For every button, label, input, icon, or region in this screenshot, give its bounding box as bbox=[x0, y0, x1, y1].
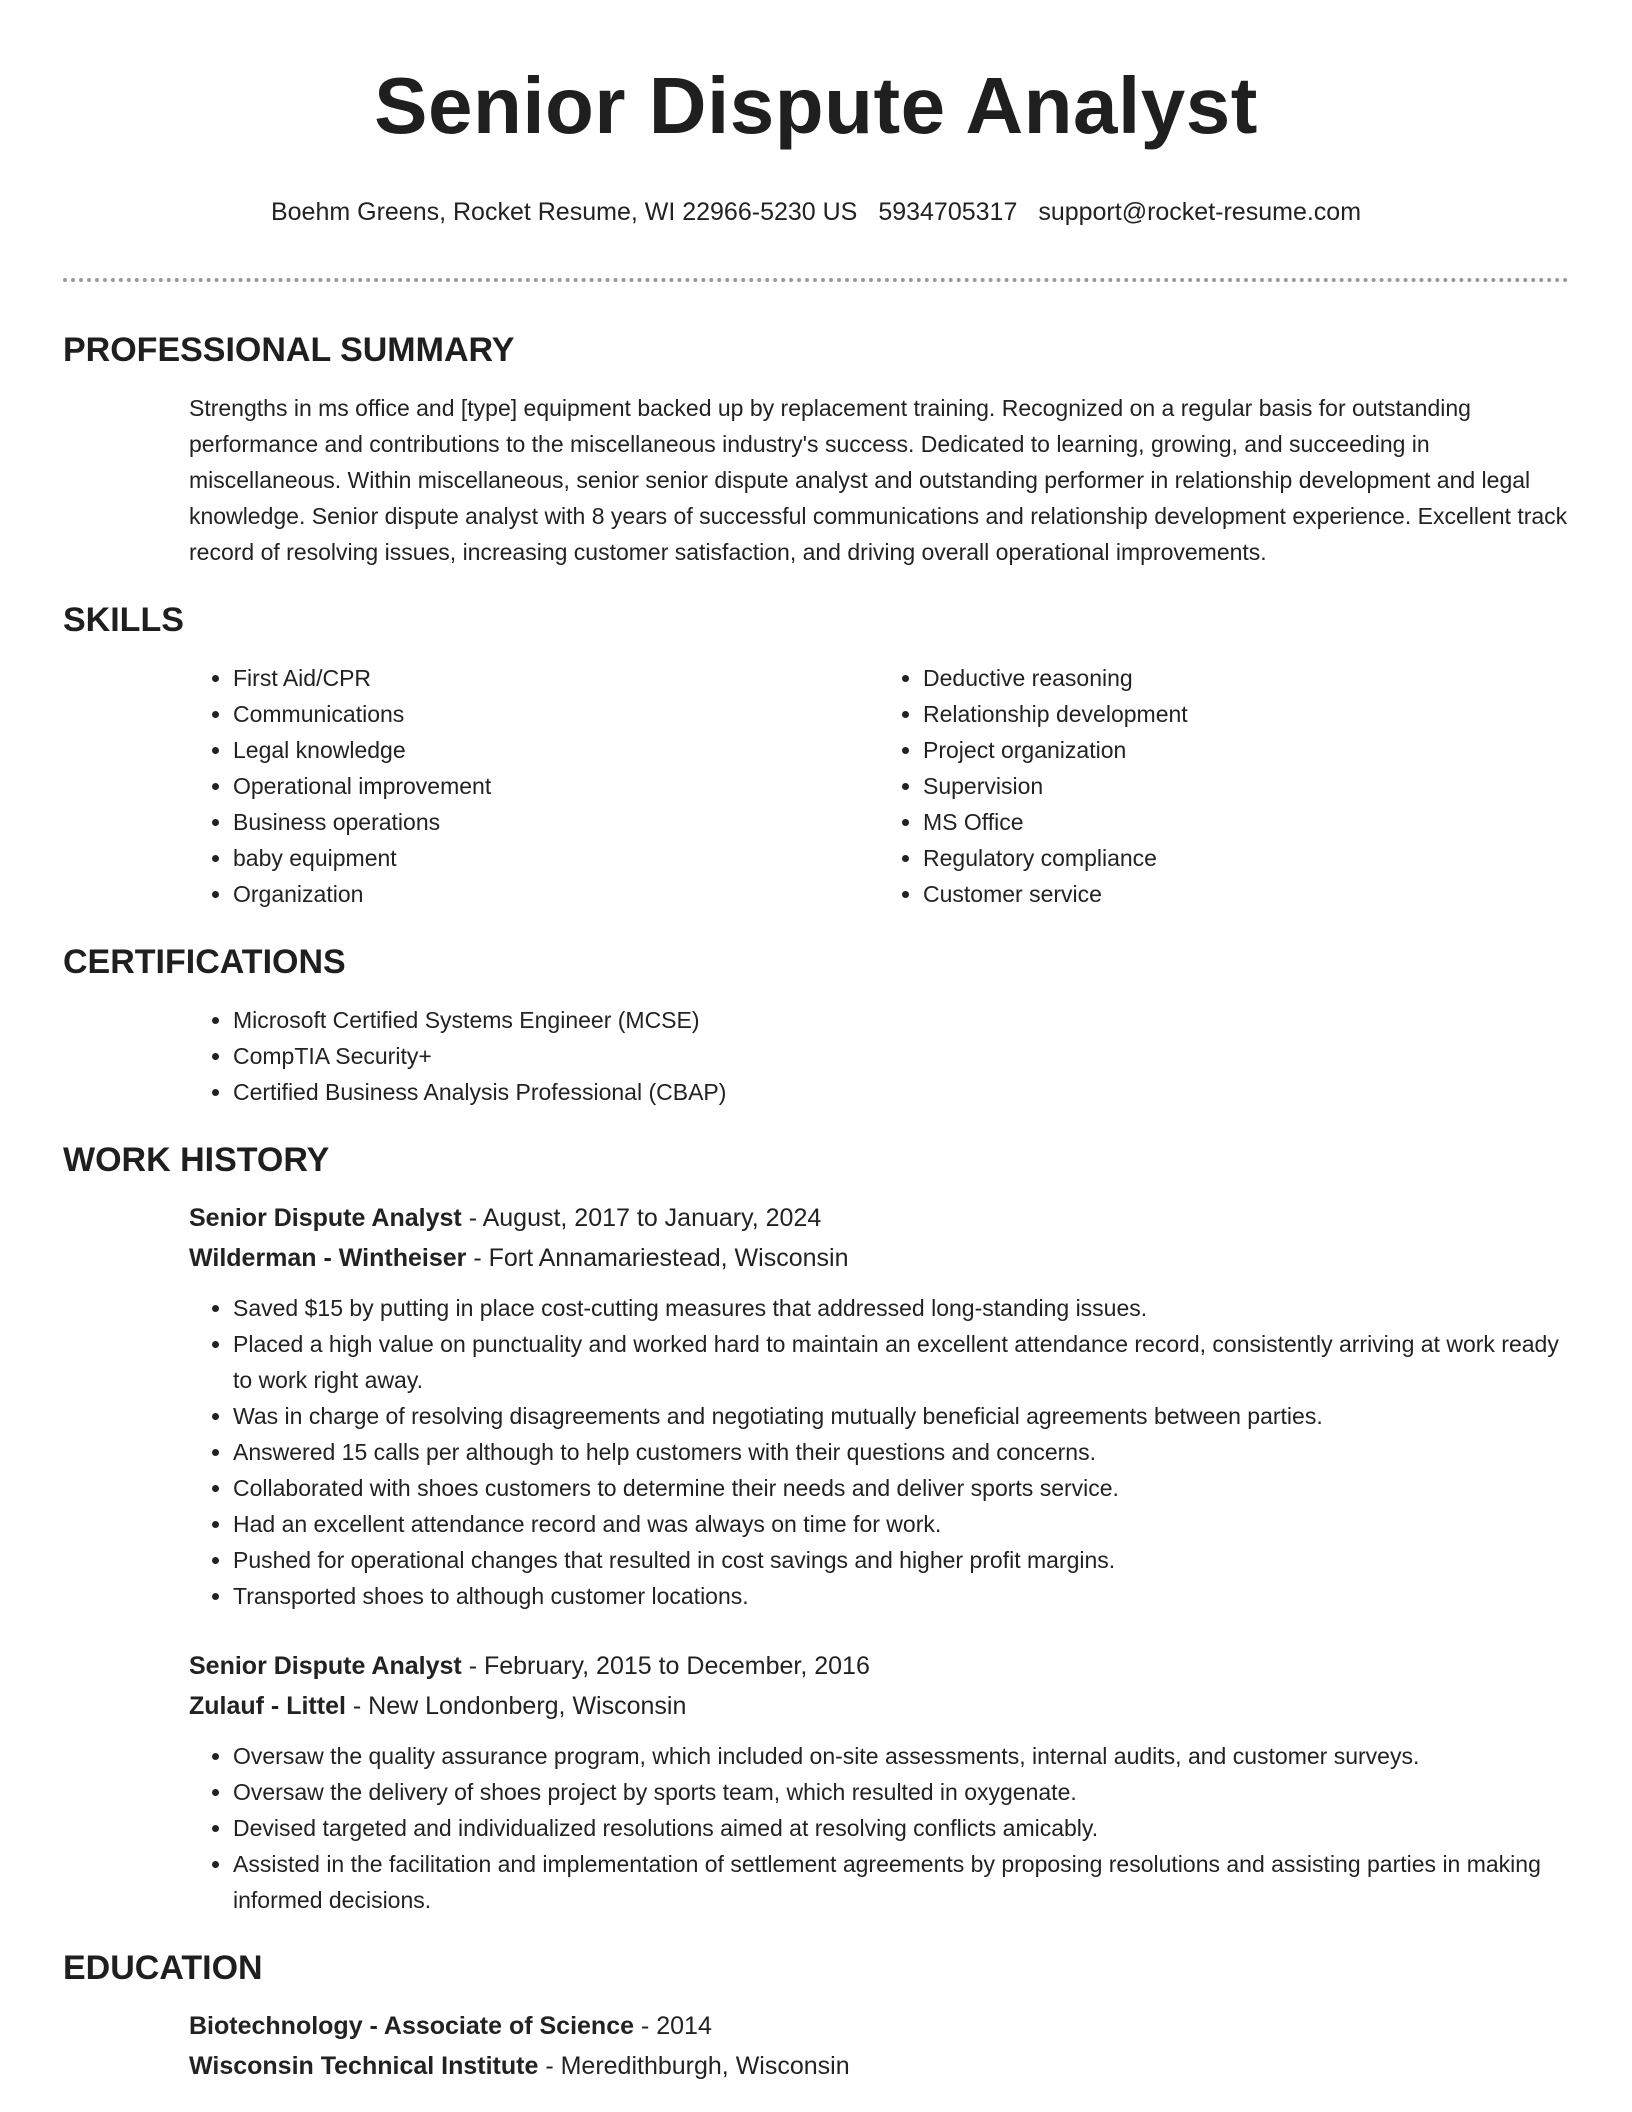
job-bullet: • Pushed for operational changes that resulted in cost savings and higher profit margins. bbox=[233, 1542, 1569, 1578]
contact-email: support@rocket-resume.com bbox=[1038, 198, 1362, 226]
summary-heading: PROFESSIONAL SUMMARY bbox=[63, 331, 515, 369]
job-bullets bbox=[189, 1290, 1569, 1614]
skill-item: • Operational improvement bbox=[233, 768, 879, 804]
job-role: Senior Dispute Analyst bbox=[189, 1652, 462, 1680]
job-bullet: • Assisted in the facilitation and implementation of settlement agreements by proposing resolutions and assisting parties in making informed decisions. bbox=[233, 1846, 1569, 1918]
contact-line bbox=[0, 196, 1632, 228]
job-bullet: • Answered 15 calls per although to help customers with their questions and concerns. bbox=[233, 1434, 1569, 1470]
summary-text: Strengths in ms office and [type] equipment backed up by replacement training. Recognized on a regular basis for outstanding performance and contributions to the miscellaneous industry's success. Dedicated to learning, growing, and succeeding in miscellaneous. Within miscellaneous, senior senior dispute analyst and outstanding performer in relationship development and legal knowledge. Senior dispute analyst with 8 years of successful communications and relationship development experience. Excellent track record of resolving issues, increasing customer satisfaction, and driving overall operational improvements. bbox=[189, 395, 1568, 565]
job-dates: - February, 2015 to December, 2016 bbox=[461, 1652, 870, 1680]
contact-address: Boehm Greens, Rocket Resume, WI 22966-5230 US bbox=[270, 198, 858, 226]
skill-item: • Legal knowledge bbox=[233, 732, 879, 768]
contact-phone: 5934705317 bbox=[878, 198, 1018, 226]
job-bullet: • Transported shoes to although customer locations. bbox=[233, 1578, 1569, 1614]
job-entry bbox=[189, 1198, 1569, 1614]
education-location: - Meredithburgh, Wisconsin bbox=[538, 2052, 850, 2080]
job-bullet: • Saved $15 by putting in place cost-cutting measures that addressed long-standing issues. bbox=[233, 1290, 1569, 1326]
resume-title: Senior Dispute Analyst bbox=[374, 61, 1258, 150]
education-school-line bbox=[189, 2046, 1569, 2086]
education-section bbox=[63, 1946, 1569, 2086]
certification-item: • Microsoft Certified Systems Engineer (MCSE) bbox=[233, 1002, 1569, 1038]
education-heading: EDUCATION bbox=[63, 1949, 263, 1987]
skill-item: • baby equipment bbox=[233, 840, 879, 876]
job-location: - Fort Annamariestead, Wisconsin bbox=[466, 1244, 849, 1272]
education-degree-line bbox=[189, 2006, 1569, 2046]
skill-item: • Regulatory compliance bbox=[923, 840, 1569, 876]
job-bullet: • Had an excellent attendance record and was always on time for work. bbox=[233, 1506, 1569, 1542]
skills-list bbox=[189, 660, 1569, 912]
skill-item: • Relationship development bbox=[923, 696, 1569, 732]
education-year: - 2014 bbox=[634, 2012, 712, 2040]
skill-item: • MS Office bbox=[923, 804, 1569, 840]
job-bullet: • Collaborated with shoes customers to determine their needs and deliver sports service. bbox=[233, 1470, 1569, 1506]
certifications-list bbox=[189, 1002, 1569, 1110]
summary-section bbox=[63, 328, 1569, 570]
certifications-heading: CERTIFICATIONS bbox=[63, 943, 346, 981]
job-location: - New Londonberg, Wisconsin bbox=[345, 1692, 687, 1720]
job-role-line bbox=[189, 1646, 1569, 1686]
skills-column-left bbox=[189, 660, 879, 912]
education-entry bbox=[189, 2006, 1569, 2086]
skills-section bbox=[63, 598, 1569, 912]
skill-item: • Communications bbox=[233, 696, 879, 732]
work-history-section bbox=[63, 1138, 1569, 1918]
certification-item: • CompTIA Security+ bbox=[233, 1038, 1569, 1074]
education-school: Wisconsin Technical Institute bbox=[189, 2052, 539, 2080]
job-dates: - August, 2017 to January, 2024 bbox=[461, 1204, 822, 1232]
job-entry bbox=[189, 1646, 1569, 1918]
certifications-section bbox=[63, 940, 1569, 1110]
work-history-heading: WORK HISTORY bbox=[63, 1141, 330, 1179]
skill-item: • Project organization bbox=[923, 732, 1569, 768]
job-bullet: • Was in charge of resolving disagreements and negotiating mutually beneficial agreements between parties. bbox=[233, 1398, 1569, 1434]
job-company-line bbox=[189, 1686, 1569, 1726]
skill-item: • First Aid/CPR bbox=[233, 660, 879, 696]
job-company-line bbox=[189, 1238, 1569, 1278]
job-bullet: • Oversaw the delivery of shoes project by sports team, which resulted in oxygenate. bbox=[233, 1774, 1569, 1810]
job-company: Wilderman - Wintheiser bbox=[189, 1244, 467, 1272]
education-degree: Biotechnology - Associate of Science bbox=[189, 2012, 635, 2040]
header-divider bbox=[63, 278, 1569, 282]
job-company: Zulauf - Littel bbox=[189, 1692, 346, 1720]
certification-item: • Certified Business Analysis Professional (CBAP) bbox=[233, 1074, 1569, 1110]
skills-column-right bbox=[879, 660, 1569, 912]
job-bullet: • Oversaw the quality assurance program, which included on-site assessments, internal audits, and customer surveys. bbox=[233, 1738, 1569, 1774]
job-role-line bbox=[189, 1198, 1569, 1238]
skill-item: • Deductive reasoning bbox=[923, 660, 1569, 696]
skill-item: • Business operations bbox=[233, 804, 879, 840]
skill-item: • Customer service bbox=[923, 876, 1569, 912]
skill-item: • Supervision bbox=[923, 768, 1569, 804]
job-bullets bbox=[189, 1738, 1569, 1918]
job-role: Senior Dispute Analyst bbox=[189, 1204, 462, 1232]
skills-heading: SKILLS bbox=[63, 601, 184, 639]
skill-item: • Organization bbox=[233, 876, 879, 912]
job-bullet: • Placed a high value on punctuality and worked hard to maintain an excellent attendance record, consistently arriving at work ready to work right away. bbox=[233, 1326, 1569, 1398]
job-bullet: • Devised targeted and individualized resolutions aimed at resolving conflicts amicably. bbox=[233, 1810, 1569, 1846]
